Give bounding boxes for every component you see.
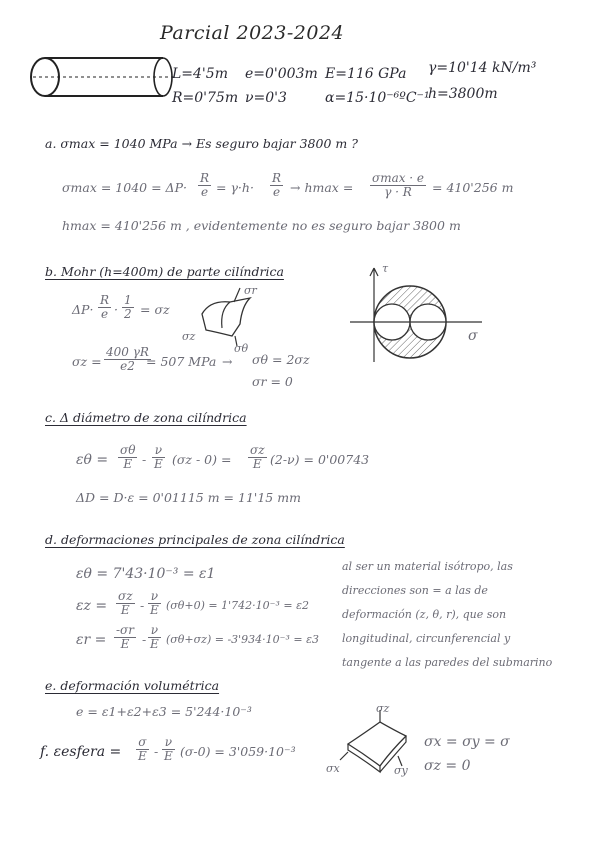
part-b-sigma-r: σr = 0 bbox=[252, 374, 293, 389]
part-d-frac4: $\frac{\nu}{E}$ bbox=[150, 623, 159, 651]
part-d-note-line1: al ser un material isótropo, las bbox=[342, 560, 513, 573]
part-d-note-line4: longitudinal, circunferencial y bbox=[342, 632, 511, 645]
part-b-heading: b. Mohr (h=400m) de parte cilíndrica bbox=[45, 264, 284, 279]
part-b-eq2-arrow: → bbox=[222, 354, 233, 369]
elem-label-sigma-theta: σθ bbox=[234, 342, 249, 355]
part-d-frac3: $\frac{-\sigma r}{E}$ bbox=[116, 623, 134, 651]
part-d-frac2: $\frac{\nu}{E}$ bbox=[150, 589, 159, 617]
part-d-frac1: $\frac{\sigma z}{E}$ bbox=[118, 589, 133, 617]
part-e-heading: e. deformación volumétrica bbox=[45, 678, 220, 693]
part-d-heading: d. deformaciones principales de zona cilíndrica bbox=[45, 532, 345, 547]
part-a-eq1-mid: = γ·h· bbox=[216, 180, 254, 195]
part-b-eq1-left: ΔP· bbox=[72, 302, 94, 317]
part-d-note-line5: tangente a las paredes del submarino bbox=[342, 656, 553, 669]
elem-label-sigma-r: σr bbox=[244, 284, 257, 297]
part-f-dash: - bbox=[154, 744, 159, 759]
sphere-label-sigma-z: σz bbox=[376, 702, 390, 715]
part-a-frac1: $\frac{R}{e}$ bbox=[200, 171, 210, 199]
part-c-eq1-right: (2-ν) = 0'00743 bbox=[270, 452, 370, 467]
mohr-sigma-label: σ bbox=[468, 328, 478, 344]
part-a-eq1-arrow: → hmax = bbox=[290, 180, 354, 195]
part-e-eq: e = ε1+ε2+ε3 = 5'244·10⁻³ bbox=[76, 704, 252, 719]
part-d-eq2-dash: - bbox=[140, 598, 145, 613]
elem-label-sigma-z: σz bbox=[182, 330, 196, 343]
given-h: h=3800m bbox=[428, 86, 498, 102]
sphere-label-sigma-y: σy bbox=[394, 764, 408, 777]
part-c-heading: c. Δ diámetro de zona cilíndrica bbox=[45, 410, 247, 425]
part-a-frac2: $\frac{R}{e}$ bbox=[272, 171, 282, 199]
part-c-eq1-dash: - bbox=[142, 452, 147, 467]
mohr-circle-diagram bbox=[350, 262, 500, 372]
part-f-result2: σz = 0 bbox=[424, 758, 471, 774]
part-f-frac1: $\frac{\sigma}{E}$ bbox=[138, 735, 147, 763]
part-c-eq1-mid: (σz - 0) = bbox=[172, 452, 232, 467]
given-alpha: α=15·10⁻⁶ºC⁻¹ bbox=[325, 90, 430, 106]
part-a-eq1-left: σmax = 1040 = ΔP· bbox=[62, 180, 187, 195]
cylinder-sketch bbox=[25, 55, 185, 115]
cylinder-element-sketch bbox=[190, 284, 270, 354]
sphere-label-sigma-x: σx bbox=[326, 762, 340, 775]
part-c-frac2: $\frac{\nu}{E}$ bbox=[154, 443, 163, 471]
part-d-eq3-left: εr = bbox=[76, 632, 107, 648]
part-f-result1: σx = σy = σ bbox=[424, 734, 510, 750]
part-b-frac2: $\frac{1}{2}$ bbox=[124, 293, 132, 321]
part-d-eq2-right: (σθ+0) = 1'742·10⁻³ = ε2 bbox=[166, 599, 309, 612]
part-b-frac1: $\frac{R}{e}$ bbox=[100, 293, 110, 321]
part-a-eq1-result: = 410'256 m bbox=[432, 180, 514, 195]
part-b-eq1-right: = σz bbox=[140, 302, 170, 317]
part-d-note-line3: deformación (z, θ, r), que son bbox=[342, 608, 507, 621]
part-b-eq2-right: = 507 MPa bbox=[146, 354, 217, 369]
part-d-note-line2: direcciones son = a las de bbox=[342, 584, 488, 597]
part-c-eq2: ΔD = D·ε = 0'01115 m = 11'15 mm bbox=[76, 490, 301, 505]
part-a-heading: a. σmax = 1040 MPa → Es seguro bajar 3800 m ? bbox=[45, 136, 358, 151]
page-title: Parcial 2023-2024 bbox=[160, 22, 345, 44]
part-a-conclusion: hmax = 410'256 m , evidentemente no es seguro bajar 3800 m bbox=[62, 218, 461, 233]
given-gamma: γ=10'14 kN/m³ bbox=[428, 60, 537, 76]
part-b-eq1-dot: · bbox=[114, 302, 118, 317]
part-b-sigma-theta: σθ = 2σz bbox=[252, 352, 310, 367]
part-d-eq3-right: (σθ+σz) = -3'934·10⁻³ = ε3 bbox=[166, 633, 320, 646]
part-c-eq1-left: εθ = bbox=[76, 452, 109, 468]
part-f-frac2: $\frac{\nu}{E}$ bbox=[164, 735, 173, 763]
part-d-eq1: εθ = 7'43·10⁻³ = ε1 bbox=[76, 566, 216, 582]
part-c-frac1: $\frac{\sigma\theta}{E}$ bbox=[120, 443, 136, 471]
sphere-element-sketch bbox=[340, 708, 420, 778]
part-f-right: (σ-0) = 3'059·10⁻³ bbox=[180, 744, 296, 759]
part-d-eq3-dash: - bbox=[142, 632, 147, 647]
given-R: R=0'75m bbox=[172, 90, 239, 106]
given-E: E=116 GPa bbox=[325, 66, 407, 82]
part-d-eq2-left: εz = bbox=[76, 598, 108, 614]
part-b-frac3: $\frac{400 \gamma R}{e2}$ bbox=[106, 345, 149, 373]
given-nu: ν=0'3 bbox=[245, 90, 287, 106]
part-c-frac3: $\frac{\sigma z}{E}$ bbox=[250, 443, 265, 471]
part-b-eq2-left: σz = bbox=[72, 354, 102, 369]
part-a-frac3: σmax · e γ · R bbox=[372, 171, 425, 199]
mohr-tau-label: τ bbox=[382, 262, 389, 275]
part-f-heading: f. εesfera = bbox=[40, 744, 122, 760]
given-L: L=4'5m bbox=[172, 66, 228, 82]
given-e: e=0'003m bbox=[245, 66, 318, 82]
